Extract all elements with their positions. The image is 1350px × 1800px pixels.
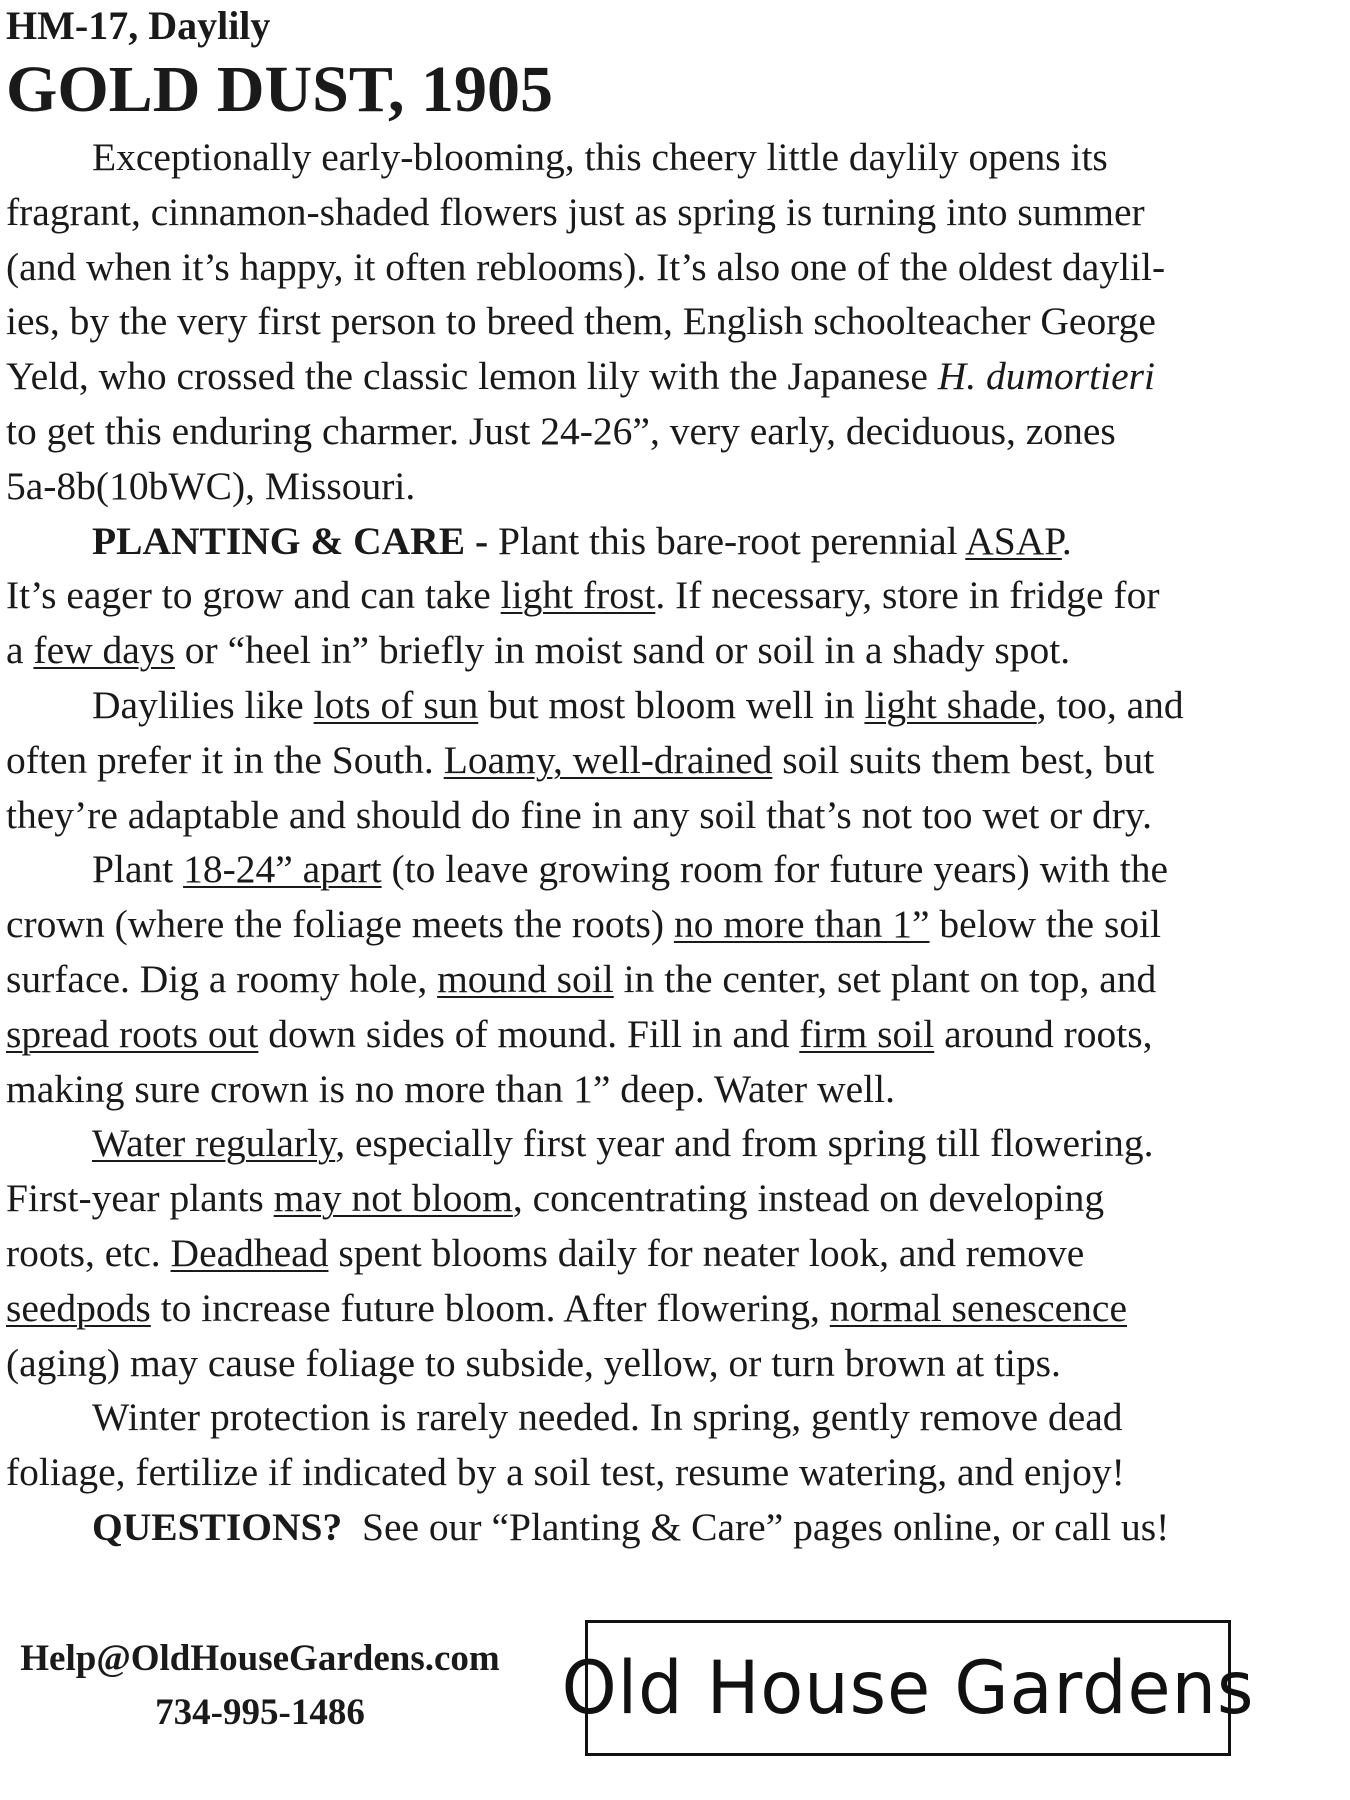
body-text (6, 130, 1336, 1555)
text-span: a (6, 628, 34, 673)
text-span: below the soil (929, 902, 1162, 947)
text-span: . If necessary, store in fridge for (655, 573, 1160, 618)
plant-line (6, 952, 1336, 1007)
emphasis: few days (33, 628, 175, 673)
water-line (6, 1281, 1336, 1336)
description-line: to get this enduring charmer. Just 24-26”, very early, deciduous, zones (6, 408, 1116, 453)
emphasis: firm soil (799, 1011, 935, 1056)
text-span: down sides of mound. Fill in and (258, 1011, 800, 1056)
email-link[interactable]: Help@OldHouseGardens.com (20, 1638, 500, 1679)
description-line: (and when it’s happy, it often reblooms). It’s also one of the oldest daylil- (6, 244, 1166, 289)
planting-heading: PLANTING & CARE - (92, 518, 489, 563)
text-span: Plant this bare-root perennial (488, 518, 966, 563)
phone-number: 734-995-1486 (155, 1692, 365, 1733)
text-span: . (1061, 518, 1072, 563)
text-span: around roots, (934, 1011, 1153, 1056)
text-span: spent blooms daily for neater look, and remove (328, 1230, 1085, 1275)
text-span: Daylilies like (92, 682, 314, 727)
text-span: Plant (92, 847, 184, 892)
description-line (6, 349, 1336, 404)
logo-text: Old House Gardens (561, 1644, 1255, 1732)
emphasis: seedpods (6, 1285, 151, 1330)
text-span: often prefer it in the South. (6, 737, 444, 782)
company-logo (561, 1620, 1255, 1756)
product-title: GOLD DUST, 1905 (6, 53, 554, 126)
text-span: , too, and (1036, 682, 1184, 727)
text-span: soil suits them best, but (772, 737, 1155, 782)
water-line (6, 1116, 1336, 1171)
emphasis: light frost (500, 573, 656, 618)
winter-line: foliage, fertilize if indicated by a soil test, resume watering, and enjoy! (6, 1450, 1125, 1495)
text-span: First-year plants (6, 1176, 274, 1221)
text-span: surface. Dig a roomy hole, (6, 956, 438, 1001)
plant-line: making sure crown is no more than 1” deep. Water well. (6, 1066, 895, 1111)
text-span: but most bloom well in (478, 682, 865, 727)
emphasis: spread roots out (6, 1011, 259, 1056)
text-span: (to leave growing room for future years) with the (381, 847, 1169, 892)
questions-heading: QUESTIONS? (92, 1504, 343, 1549)
botanical-name: H. dumortieri (937, 354, 1155, 399)
text-span: in the center, set plant on top, and (613, 956, 1157, 1001)
text-span: to increase future bloom. After flowering, (150, 1285, 830, 1330)
product-code: HM-17, Daylily (6, 3, 271, 48)
text-span: crown (where the foliage meets the roots) (6, 902, 674, 947)
plant-line (6, 1007, 1336, 1062)
water-line: (aging) may cause foliage to subside, yellow, or turn brown at tips. (6, 1340, 1061, 1385)
description-line: 5a-8b(10bWC), Missouri. (6, 463, 416, 508)
sun-line (6, 733, 1336, 788)
emphasis: light shade (864, 682, 1037, 727)
emphasis: ASAP (965, 518, 1062, 563)
description-line: Exceptionally early-blooming, this cheery little daylily opens its (92, 135, 1108, 179)
planting-line (6, 568, 1336, 623)
planting-line (6, 514, 1336, 569)
sun-line: they’re adaptable and should do fine in any soil that’s not too wet or dry. (6, 792, 1152, 837)
emphasis: no more than 1” (673, 902, 930, 947)
contact-block (0, 1632, 520, 1740)
winter-line: Winter protection is rarely needed. In spring, gently remove dead (92, 1395, 1123, 1440)
plant-line (6, 897, 1336, 952)
emphasis: Deadhead (170, 1230, 329, 1275)
description-line: ies, by the very first person to breed them, English schoolteacher George (6, 299, 1156, 344)
emphasis: 18-24” apart (183, 847, 382, 892)
water-line (6, 1226, 1336, 1281)
emphasis: Water regularly (92, 1121, 336, 1166)
description-line: fragrant, cinnamon-shaded flowers just as spring is turning into summer (6, 189, 1145, 234)
text-span: , concentrating instead on developing (512, 1176, 1105, 1221)
planting-line (6, 623, 1336, 678)
emphasis: lots of sun (313, 682, 479, 727)
text-span: , especially first year and from spring till flowering. (335, 1121, 1154, 1166)
sun-line (6, 678, 1336, 733)
text-span: It’s eager to grow and can take (6, 573, 501, 618)
plant-line (6, 842, 1336, 897)
water-line (6, 1171, 1336, 1226)
emphasis: normal senescence (829, 1285, 1127, 1330)
text-span: Yeld, who crossed the classic lemon lily with the Japanese (6, 354, 938, 399)
emphasis: mound soil (437, 956, 614, 1001)
emphasis: may not bloom (273, 1176, 513, 1221)
emphasis: Loamy, well-drained (443, 737, 773, 782)
questions-line (6, 1500, 1336, 1555)
text-span: See our “Planting & Care” pages online, or call us! (342, 1504, 1170, 1549)
product-sheet (6, 0, 1336, 1555)
text-span: or “heel in” briefly in moist sand or soil in a shady spot. (174, 628, 1071, 673)
text-span: roots, etc. (6, 1230, 171, 1275)
